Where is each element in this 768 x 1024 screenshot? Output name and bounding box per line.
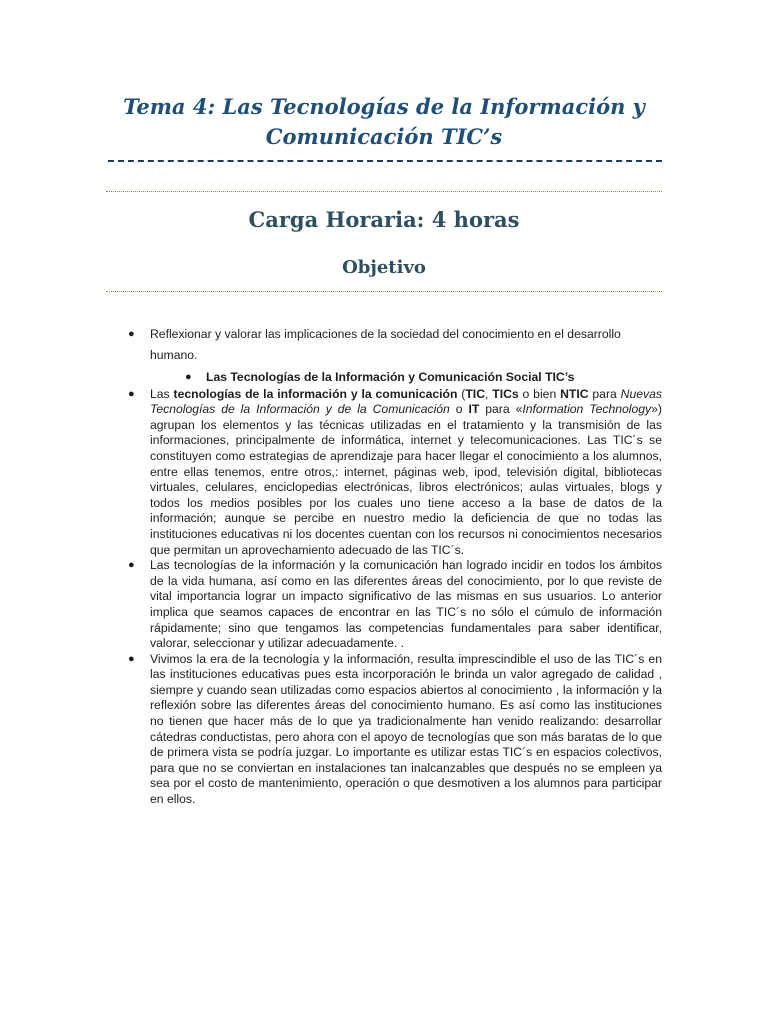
- paragraph-text: Vivimos la era de la tecnología y la información, resulta imprescindible el uso de las TIC´s en las instituciones educativas pues esta incorporación le brinda un valor agregado de calidad , siempre y cuando sean utilizadas como espacios abiertos al conocimiento , la información y la reflexión sobre las diferentes áreas del conocimiento humano. Es así como las instituciones no tienen que hacer más de lo que ya tradicionalmente han venido realizando: desarrollar cátedras conductistas, pero ahora con el apoyo de tecnologías que son más baratas de lo que de primera vista se podría juzgar. Lo importante es utilizar estas TIC´s en espacios colectivos, para que no se conviertan en instalaciones tan inalcanzables que después no se empleen ya sea por el costo de mantenimiento, operación o que desmotiven a los alumnos para participar en ellos.: [150, 651, 662, 807]
- section-subheading: [185, 370, 662, 386]
- paragraph-tic-definition: [128, 386, 662, 559]
- carga-horaria-heading: Carga Horaria: 4 horas: [248, 207, 520, 232]
- bold-term: TIC: [465, 386, 485, 401]
- bullet-icon: ●: [128, 559, 135, 572]
- title-line-1: Tema 4: Las Tecnologías de la Información y: [123, 94, 645, 119]
- objetivo-heading: Objetivo: [342, 257, 426, 278]
- paragraph-text: para: [588, 386, 621, 401]
- paragraph-tic-education: [128, 651, 662, 808]
- bold-term: tecnologías de la información y la comunicación: [173, 386, 458, 401]
- bullet-icon: ●: [128, 328, 135, 340]
- subheading-text: Las Tecnologías de la Información y Comunicación Social TIC’s: [206, 370, 575, 384]
- title-line-2: Comunicación TIC’s: [265, 124, 503, 149]
- paragraph-text: ») agrupan los elementos y las técnicas utilizadas en el tratamiento y la transmisión de las informaciones, principalmente de informática, internet y telecomunicaciones. Las TIC´s se constituyen como estrategias de aprendizaje para hacer llegar el conocimiento a los alumnos, entre ellas tenemos, entre otros,: internet, páginas web, ipod, televisión digital, bibliotecas virtuales, celulares, enciclopedias electrónicas, libros electrónicos; aulas virtuales, blogs y todos los medios posibles por los cuales uno tiene acceso a la base de datos de la información; aunque se percibe en nuestro medio la deficiencia de que no todas las instituciones educativas ni los docentes cuentan con los recursos ni conocimientos necesarios que permitan un aprovechamiento adecuado de las TIC´s.: [150, 402, 662, 557]
- paragraph-text: Las: [150, 386, 174, 401]
- title-underline-rule: [108, 160, 662, 162]
- bullet-icon: ●: [185, 371, 192, 383]
- bullet-icon: ●: [128, 652, 135, 665]
- paragraph-text: para «: [479, 402, 523, 417]
- italic-term: Information Technology: [522, 402, 652, 417]
- italic-term: Nuevas Tecnologías de la Información y de la Comunicación: [150, 386, 662, 417]
- objective-text: Reflexionar y valorar las implicaciones de la sociedad del conocimiento en el desarrollo humano.: [150, 327, 621, 362]
- paragraph-text: Las tecnologías de la información y la comunicación han logrado incidir en todos los ámbitos de la vida humana, así como en las diferentes áreas del conocimiento, por lo que reviste de vital importancia lograr un impacto significativo de las mismas en sus usuarios. Lo anterior implica que seamos capaces de encontrar en las TIC´s no sólo el cúmulo de información rápidamente; sino que tengamos las competencias fundamentales para saber identificar, valorar, seleccionar y utilizar adecuadamente. .: [150, 558, 662, 651]
- paragraph-text: ,: [485, 386, 493, 401]
- paragraph-tic-impact: [128, 558, 662, 652]
- bullet-icon: ●: [128, 387, 135, 400]
- dotted-divider-bottom: [106, 291, 662, 292]
- paragraph-text: o: [449, 402, 469, 417]
- bold-term: IT: [468, 402, 480, 417]
- document-title: [100, 92, 668, 152]
- bold-term: NTIC: [560, 386, 589, 401]
- body-content: [128, 324, 662, 808]
- bold-term: TICs: [492, 386, 519, 401]
- objective-bullet: [128, 324, 662, 366]
- dotted-divider-top: [106, 191, 662, 192]
- paragraph-text: (: [457, 386, 466, 401]
- paragraph-text: o bien: [518, 386, 561, 401]
